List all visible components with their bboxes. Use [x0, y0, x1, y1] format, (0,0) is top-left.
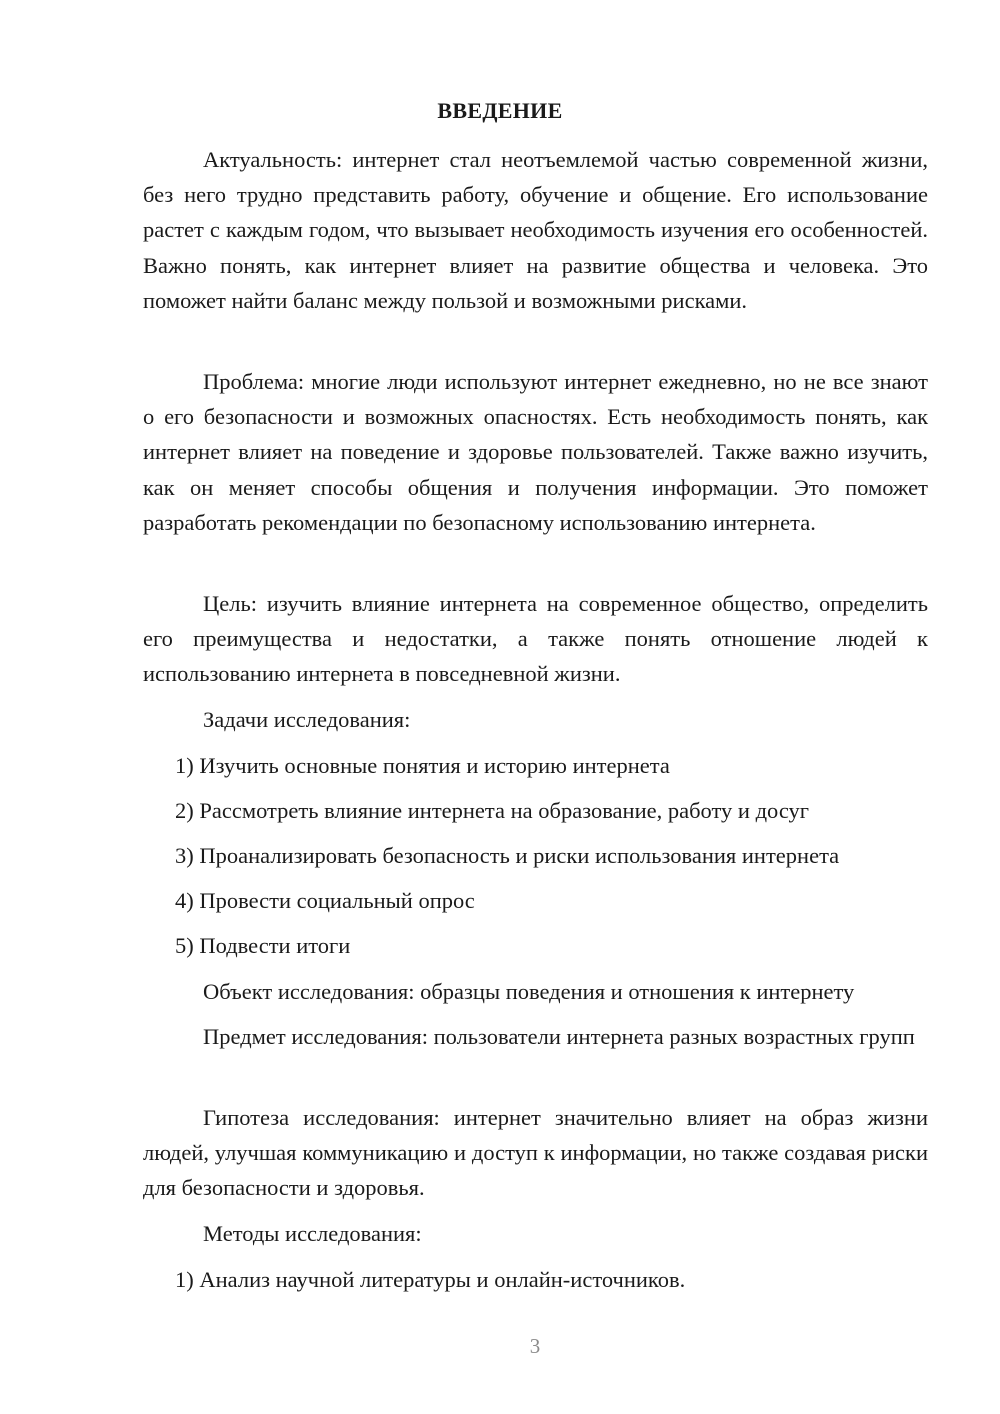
task-item-1: 1) Изучить основные понятия и историю интернета [175, 753, 670, 778]
method-item-1: 1) Анализ научной литературы и онлайн-источников. [175, 1267, 686, 1292]
task-item-2: 2) Рассмотреть влияние интернета на образование, работу и досуг [175, 798, 809, 823]
subject-paragraph: Предмет исследования: пользователи интернета разных возрастных групп [203, 1024, 915, 1049]
task-item-5: 5) Подвести итоги [175, 933, 351, 958]
hypothesis-paragraph: Гипотеза исследования: интернет значительно влияет на образ жизни людей, улучшая коммуникацию и доступ к информации, но также создавая риски для безопасности и здоровья. [143, 1105, 928, 1201]
relevance-paragraph: Актуальность: интернет стал неотъемлемой частью современной жизни, без него трудно представить работу, обучение и общение. Его использование растет с каждым годом, что вызывает необходимость изучения его особенностей. Важно понять, как интернет влияет на развитие общества и человека. Это поможет найти баланс между пользой и возможными рисками. [143, 147, 928, 313]
methods-heading: Методы исследования: [203, 1221, 422, 1246]
object-paragraph: Объект исследования: образцы поведения и отношения к интернету [203, 979, 855, 1004]
tasks-heading: Задачи исследования: [203, 707, 411, 732]
task-item-4: 4) Провести социальный опрос [175, 888, 475, 913]
task-item-3: 3) Проанализировать безопасность и риски использования интернета [175, 843, 840, 868]
page-title: ВВЕДЕНИЕ [437, 98, 563, 123]
page-number: 3 [529, 1334, 541, 1358]
problem-paragraph: Проблема: многие люди используют интернет ежедневно, но не все знают о его безопасности и возможных опасностях. Есть необходимость понять, как интернет влияет на поведение и здоровье пользователей. Также важно изучить, как он меняет способы общения и получения информации. Это поможет разработать рекомендации по безопасному использованию интернета. [143, 369, 928, 535]
goal-paragraph: Цель: изучить влияние интернета на современное общество, определить его преимущества и недостатки, а также понять отношение людей к использованию интернета в повседневной жизни. [143, 591, 928, 687]
